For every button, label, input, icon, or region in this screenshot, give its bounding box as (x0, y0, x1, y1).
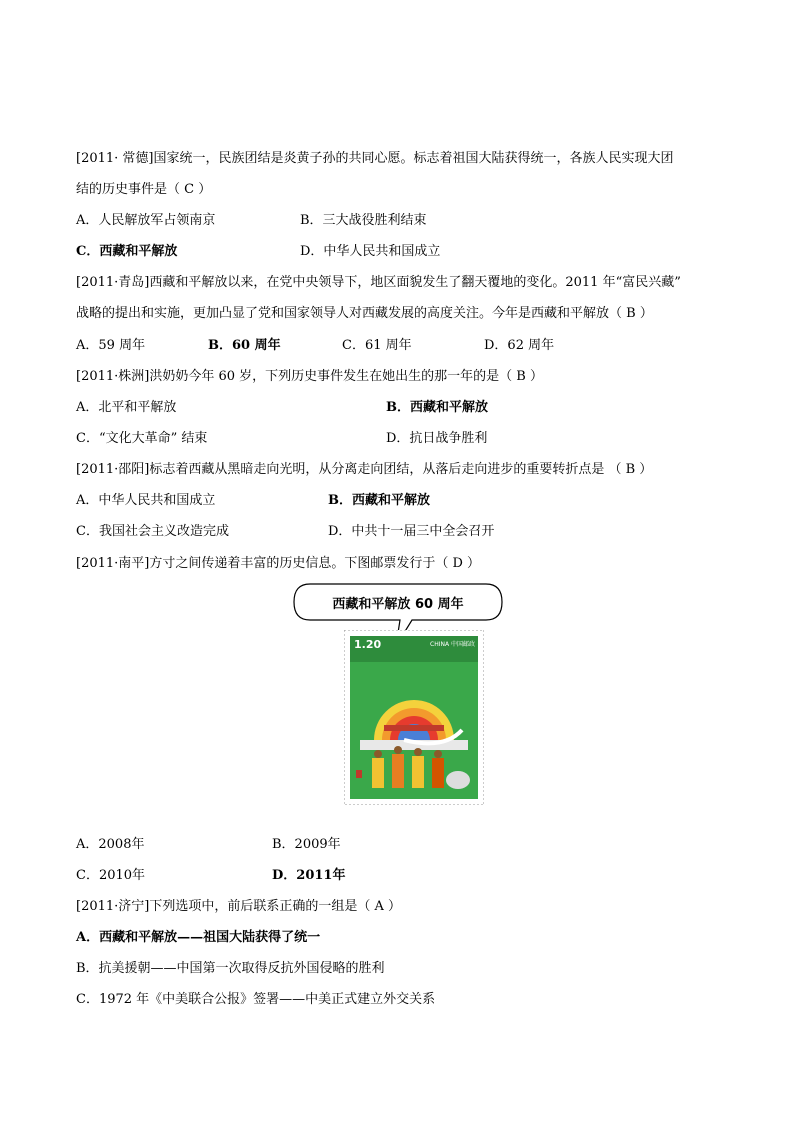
stamp-country-label: CHINA 中国邮政 (430, 641, 475, 648)
question-3-option-b: B．西藏和平解放 (386, 400, 488, 415)
question-3-option-d: D．抗日战争胜利 (386, 431, 488, 446)
question-1-option-b: B．三大战役胜利结束 (300, 213, 427, 228)
stamp-face-value: 1.20 (354, 638, 382, 651)
question-1-stem-line-1: [2011· 常德]国家统一，民族团结是炎黄子孙的共同心愿。标志着祖国大陆获得统一，各族人民实现大团 (76, 151, 674, 166)
question-5-option-d: D．2011年 (272, 868, 346, 883)
question-1-option-d: D．中华人民共和国成立 (300, 244, 441, 259)
question-5-stem: [2011·南平]方寸之间传递着丰富的历史信息。下图邮票发行于（ D ） (76, 556, 481, 571)
speech-bubble-text: 西藏和平解放 60 周年 (332, 597, 464, 612)
question-2-option-d: D．62 周年 (484, 338, 555, 353)
question-4-option-c: C．我国社会主义改造完成 (76, 524, 229, 539)
question-4-option-d: D．中共十一届三中全会召开 (328, 524, 495, 539)
question-1-option-c: C．西藏和平解放 (76, 244, 178, 259)
question-6-option-a: A．西藏和平解放——祖国大陆获得了统一 (76, 930, 321, 945)
question-2-stem-line-1: [2011·青岛]西藏和平解放以来，在党中央领导下，地区面貌发生了翻天覆地的变化。2011 年“富民兴藏” (76, 275, 681, 290)
question-2-option-c: C．61 周年 (342, 338, 412, 353)
question-2-option-b: B．60 周年 (208, 338, 281, 353)
question-5-option-a: A．2008年 (76, 837, 145, 852)
question-5-option-c: C．2010年 (76, 868, 146, 883)
question-3-option-a: A．北平和平解放 (76, 400, 177, 415)
question-5-option-b: B．2009年 (272, 837, 341, 852)
question-3-stem: [2011·株洲]洪奶奶今年 60 岁，下列历史事件发生在她出生的那一年的是（ B ） (76, 369, 543, 384)
question-1-option-a: A．人民解放军占领南京 (76, 213, 216, 228)
question-4-option-b: B．西藏和平解放 (328, 493, 430, 508)
stamp-figure (290, 580, 506, 826)
question-4-stem: [2011·邵阳]标志着西藏从黑暗走向光明，从分离走向团结，从落后走向进步的重要转折点是 （ B ） (76, 462, 653, 477)
question-4-option-a: A．中华人民共和国成立 (76, 493, 216, 508)
question-6-stem: [2011·济宁]下列选项中，前后联系正确的一组是（ A ） (76, 899, 402, 914)
question-6-option-c: C．1972 年《中美联合公报》签署——中美正式建立外交关系 (76, 992, 436, 1007)
question-3-option-c: C．“文化大革命” 结束 (76, 431, 208, 446)
question-1-stem-line-2: 结的历史事件是（ C ） (76, 182, 212, 197)
question-6-option-b: B．抗美援朝——中国第一次取得反抗外国侵略的胜利 (76, 961, 385, 976)
question-2-stem-line-2: 战略的提出和实施，更加凸显了党和国家领导人对西藏发展的高度关注。今年是西藏和平解放（ B ） (76, 306, 653, 321)
question-2-option-a: A．59 周年 (76, 338, 146, 353)
stamp-image (344, 630, 484, 805)
